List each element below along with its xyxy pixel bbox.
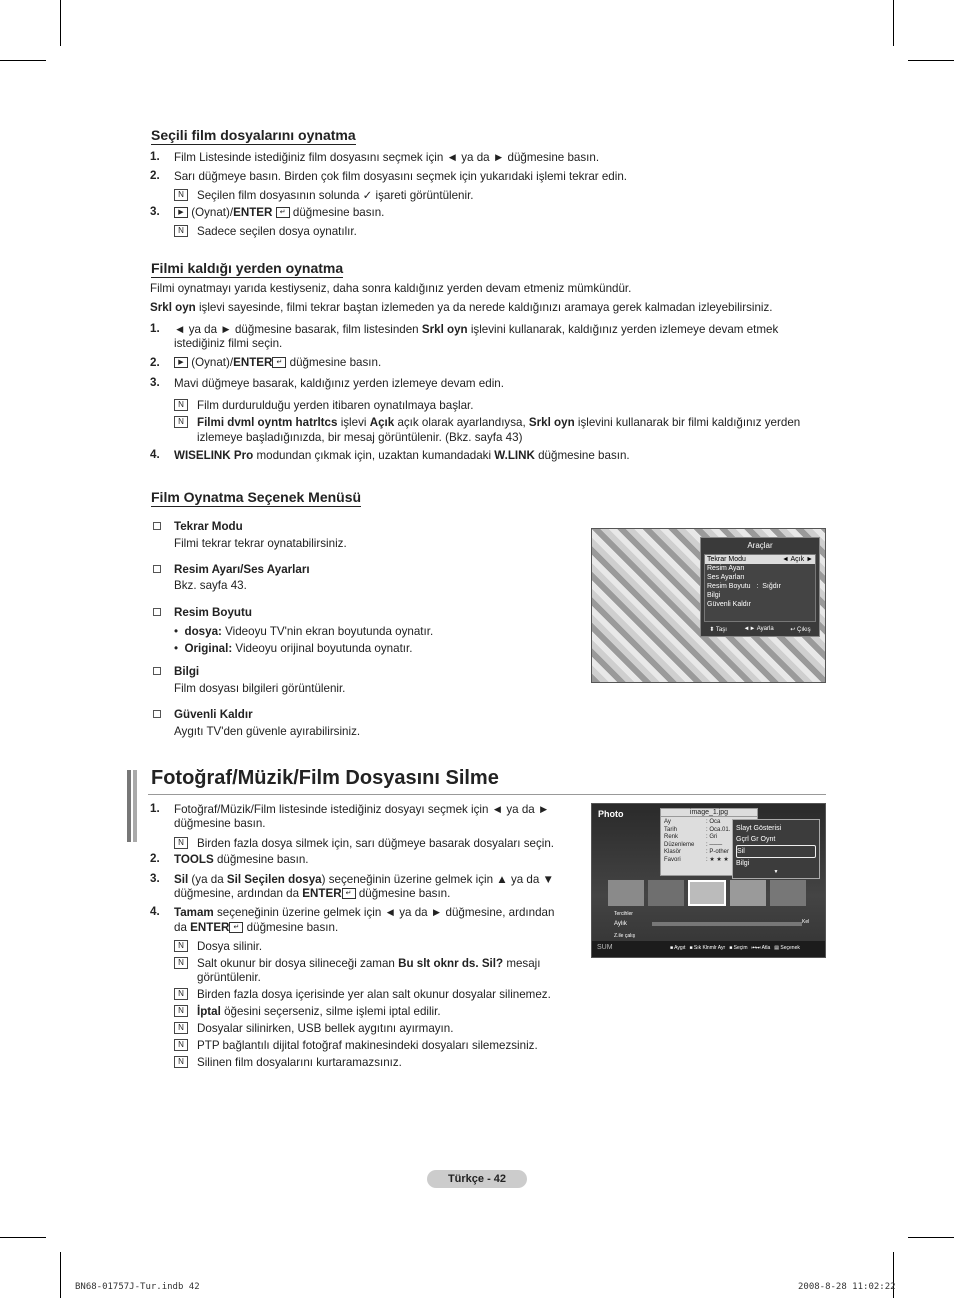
device-label: SUM: [597, 944, 613, 951]
note-part: öğesini seçerseniz, silme işlemi iptal edilir.: [224, 1005, 441, 1018]
tools-menu-item[interactable]: [705, 582, 815, 591]
photo-thumbnail[interactable]: [688, 880, 726, 906]
info-value: : Gri: [706, 834, 718, 840]
bold-term: Sil Seçilen dosya: [226, 873, 322, 886]
hint-option: ▤ Seçenek: [774, 945, 800, 951]
step-text-part: seçeneğinin üzerine gelmek için ◄ ya da ► düğmesine, ardından: [216, 906, 555, 919]
info-label: Favori: [664, 856, 681, 863]
note-text: [197, 956, 557, 971]
option-desc: Bkz. sayfa 43.: [174, 579, 247, 592]
hint-label: Taşı: [715, 627, 727, 633]
step-number: 2.: [150, 169, 160, 182]
photo-thumbnail[interactable]: [770, 880, 806, 906]
option-desc: Aygıtı TV'den güvenle ayırabilirsiniz.: [174, 725, 361, 738]
play-icon: ▶: [174, 207, 188, 218]
paragraph: [150, 300, 850, 315]
note-icon: N: [174, 1005, 188, 1017]
step-text: [174, 355, 381, 370]
step-text-part: düğmesine basın.: [358, 887, 451, 900]
hint-label: Atla: [761, 945, 771, 951]
bold-term: Srkl oyn: [150, 301, 196, 314]
bold-term: Açık: [369, 416, 395, 429]
sort-value[interactable]: Aylık: [614, 921, 627, 927]
page-number-badge: Türkçe - 42: [427, 1170, 527, 1188]
step-number: 2.: [150, 852, 160, 865]
step-text-part: (Oynat)/: [191, 206, 234, 219]
option-title: Resim Ayarı/Ses Ayarları: [174, 563, 310, 576]
crop-mark: [893, 0, 894, 46]
menu-item-value: ◄ Açık ►: [782, 556, 813, 563]
menu-value-sep: :: [756, 583, 759, 590]
bullet-icon: [153, 667, 161, 675]
bold-term: Srkl oyn: [421, 323, 468, 336]
tools-menu-item[interactable]: Ses Ayarları: [707, 574, 745, 581]
note-text: Dosyalar silinirken, USB bellek aygıtını ayırmayın.: [197, 1022, 454, 1035]
option-desc: Film dosyası bilgileri görüntülenir.: [174, 682, 346, 695]
step-text: [174, 905, 574, 920]
step-text-part: (Oynat)/: [191, 356, 234, 369]
step-text: [174, 872, 574, 887]
page-title: Fotoğraf/Müzik/Film Dosyasını Silme: [151, 767, 499, 789]
bold-term: Original:: [184, 642, 233, 655]
step-text-part: düğmesine basın.: [538, 449, 630, 462]
photo-delete-screenshot: [591, 803, 826, 958]
bold-term: İptal: [197, 1005, 221, 1018]
enter-label: ENTER: [233, 206, 273, 219]
menu-item[interactable]: Slayt Gösterisi: [736, 825, 782, 832]
enter-icon: ↵: [342, 888, 356, 899]
note-text: görüntülenir.: [197, 971, 261, 984]
timeline-end-label: Kel: [802, 919, 810, 925]
exit-hint: ↩ Çıkış: [790, 627, 811, 633]
section-title: Film Oynatma Seçenek Menüsü: [151, 489, 362, 505]
bold-term: Filmi dvml oyntm hatrltcs: [197, 416, 338, 429]
crop-mark: [0, 1237, 46, 1238]
info-value: : Oca: [706, 819, 721, 825]
note-text: Sadece seçilen dosya oynatılır.: [197, 225, 357, 238]
paragraph-text: işlevi sayesinde, filmi tekrar baştan izlemeden ya da nerede kaldığınızı aramaya gerek kalmadan izleyebilirsiniz.: [198, 301, 773, 314]
tools-menu-list: [704, 554, 816, 622]
note-text: Seçilen film dosyasının solunda ✓ işareti görüntülenir.: [197, 189, 474, 202]
adjust-hint: ◄► Ayarla: [743, 626, 774, 632]
enter-label: ENTER: [190, 921, 230, 934]
hint-label: Seçim: [733, 945, 748, 951]
section-title: Filmi kaldığı yerden oynatma: [151, 260, 344, 276]
step-text-part: düğmesine basın.: [216, 853, 309, 866]
step-text-part: (ya da: [191, 873, 224, 886]
step-text-part: düğmesine basın.: [292, 206, 385, 219]
enter-label: ENTER: [233, 356, 273, 369]
hint-label: Sık Klnmlr Ayr: [693, 945, 726, 951]
info-values: [706, 819, 730, 864]
tools-menu-item[interactable]: [705, 555, 815, 564]
step-text: [174, 322, 814, 337]
step-text: [174, 852, 309, 867]
hint-label: Seçenek: [780, 945, 800, 951]
hint-label: Çıkış: [797, 627, 811, 633]
photo-thumbnail[interactable]: [730, 880, 766, 906]
note-part: işlevi: [340, 416, 367, 429]
note-text: [197, 1004, 441, 1019]
hint-favorite: ■ Sık Klnmlr Ayr: [689, 945, 726, 951]
step-number: 1.: [150, 150, 160, 163]
bold-term: dosya:: [184, 625, 222, 638]
photo-thumbnail[interactable]: [608, 880, 644, 906]
step-text-part: düğmesine basın.: [246, 921, 339, 934]
menu-item-label: Tekrar Modu: [707, 556, 746, 563]
move-hint: ⬍ Taşı: [709, 627, 727, 633]
section-title: Seçili film dosyalarını oynatma: [151, 127, 356, 143]
step-text: Mavi düğmeye basarak, kaldığınız yerden izlemeye devam edin.: [174, 377, 504, 390]
step-number: 1.: [150, 322, 160, 335]
info-value: : ★ ★ ★: [706, 856, 729, 863]
step-text: Sarı düğmeye basın. Birden çok film dosyasını seçmek için yukarıdaki işlemi tekrar edin.: [174, 170, 627, 183]
sub-bullet: • dosya: Videoyu TV'nin ekran boyutunda oynatır.: [174, 625, 434, 638]
sort-label: Tercihler: [614, 911, 633, 917]
option-title: Tekrar Modu: [174, 520, 243, 533]
note-icon: N: [174, 1056, 188, 1068]
bullet-icon: [153, 565, 161, 573]
bold-term: Tamam: [174, 906, 214, 919]
step-number: 4.: [150, 448, 160, 461]
sub-bullet: • Original: Videoyu orijinal boyutunda oynatır.: [174, 642, 413, 655]
bullet-icon: [153, 710, 161, 718]
step-number: 1.: [150, 802, 160, 815]
note-text: PTP bağlantılı dijital fotoğraf makinesindeki dosyaları silemezsiniz.: [197, 1039, 538, 1052]
info-label: Klasör: [664, 849, 682, 855]
note-text: Film durdurulduğu yerden itibaren oynatılmaya başlar.: [197, 399, 474, 412]
play-icon: ▶: [174, 357, 188, 368]
file-name: image_1.jpg: [661, 809, 757, 817]
title-rule: [148, 794, 826, 795]
menu-value-text: Sığdır: [762, 583, 781, 590]
timeline-bar: [652, 922, 802, 926]
step-text-part: düğmesine, ardından da: [174, 887, 300, 900]
tools-menu-panel: [700, 537, 820, 637]
menu-item[interactable]: Bilgi: [736, 860, 750, 867]
note-part: işlevini kullanarak bir filmi kaldığınız yerden: [577, 416, 801, 429]
thumbnail-strip: [608, 880, 813, 906]
note-icon: N: [174, 416, 188, 428]
hint-select: ■ Seçim: [729, 945, 748, 951]
note-text: Birden fazla dosya içerisinde yer alan salt okunur dosyalar silinemez.: [197, 988, 551, 1001]
step-number: 3.: [150, 376, 160, 389]
bold-term: Sil: [174, 873, 189, 886]
hint-device: ■ Aygıt: [670, 945, 686, 951]
paragraph: Filmi oynatmayı yarıda kestiyseniz, daha sonra kaldığınız yerden devam etmeniz mümkündür.: [150, 282, 632, 295]
section-side-bar: [127, 770, 131, 842]
menu-item-label: Resim Boyutu: [707, 583, 751, 590]
info-value: : ───: [706, 841, 723, 848]
group-label: Z.ile çalış: [614, 933, 636, 939]
note-icon: N: [174, 837, 188, 849]
info-label: Düzenleme: [664, 841, 695, 848]
tools-menu-screenshot: [591, 528, 826, 683]
bold-term: Srkl oyn: [528, 416, 575, 429]
option-title: Resim Boyutu: [174, 606, 252, 619]
crop-mark: [0, 60, 46, 61]
step-text: [174, 448, 814, 463]
crop-mark: [60, 1252, 61, 1298]
crop-mark: [908, 60, 954, 61]
hint-skip: ⏮⏭ Atla: [751, 945, 771, 951]
section-side-bar: [133, 770, 137, 842]
menu-value-text: Açık: [790, 556, 805, 563]
tools-menu-item[interactable]: Güvenli Kaldır: [707, 601, 751, 608]
info-label: Ay: [664, 819, 671, 825]
tools-menu-footer: [701, 623, 819, 633]
step-text: Film Listesinde istediğiniz film dosyasını seçmek için ◄ ya da ► düğmesine basın.: [174, 151, 600, 164]
hint-label: Ayarla: [756, 626, 774, 632]
print-info-right: 2008-8-28 11:02:22: [798, 1282, 896, 1292]
options-menu: [732, 819, 820, 879]
info-value: : Oca.01.: [706, 826, 731, 833]
note-part: mesajı: [506, 957, 541, 970]
step-text-part: ◄ ya da ► düğmesine basarak, film listesinden: [174, 323, 419, 336]
step-text-part: ) seçeneğinin üzerine gelmek için ▲ ya da ▼: [321, 873, 555, 886]
enter-icon: ↵: [229, 922, 243, 933]
note-icon: N: [174, 399, 188, 411]
note-text: izlemeye başladığınızda, bir mesaj görüntülenir. (Bkz. sayfa 43): [197, 431, 523, 444]
note-icon: N: [174, 189, 188, 201]
note-icon: N: [174, 1022, 188, 1034]
bold-term: W.LINK: [494, 449, 535, 462]
step-text-part: da: [174, 921, 187, 934]
info-labels: [664, 819, 706, 864]
info-value: : P-other: [706, 849, 730, 855]
option-title: Bilgi: [174, 665, 200, 678]
menu-item-selected[interactable]: Sil: [736, 845, 816, 858]
step-text: [174, 920, 338, 935]
step-text: Fotoğraf/Müzik/Film listesinde istediğiniz dosyayı seçmek için ◄ ya da ►: [174, 803, 550, 816]
note-text: Birden fazla dosya silmek için, sarı düğmeye basarak dosyaları seçin.: [197, 837, 554, 850]
note-part: açık olarak ayarlandıysa,: [397, 416, 526, 429]
step-text-part: modundan çıkmak için, uzaktan kumandadaki: [256, 449, 492, 462]
note-icon: N: [174, 957, 188, 969]
sub-bullet-text: Videoyu orijinal boyutunda oynatır.: [235, 642, 413, 655]
note-text: Silinen film dosyalarını kurtaramazsınız.: [197, 1056, 402, 1069]
photo-header: Photo: [598, 809, 624, 819]
sub-bullet-text: Videoyu TV'nin ekran boyutunda oynatır.: [225, 625, 434, 638]
bottom-hints: [670, 945, 800, 951]
option-desc: Filmi tekrar tekrar oynatabilirsiniz.: [174, 537, 347, 550]
option-title: Güvenli Kaldır: [174, 708, 253, 721]
enter-label: ENTER: [302, 887, 342, 900]
note-part: Salt okunur bir dosya silineceği zaman: [197, 957, 395, 970]
scroll-down-icon: ▼: [773, 869, 779, 875]
step-number: 3.: [150, 872, 160, 885]
note-text: [197, 415, 817, 430]
tools-menu-item[interactable]: Resim Ayarı: [707, 565, 745, 572]
step-number: 3.: [150, 205, 160, 218]
menu-item[interactable]: Gçrl Gr Oynt: [736, 836, 776, 843]
crop-mark: [908, 1237, 954, 1238]
bullet-icon: [153, 522, 161, 530]
note-icon: N: [174, 988, 188, 1000]
bullet-icon: [153, 608, 161, 616]
enter-icon: ↵: [272, 357, 286, 368]
note-icon: N: [174, 225, 188, 237]
step-text-part: düğmesine basın.: [289, 356, 382, 369]
tools-menu-title: Araçlar: [747, 541, 773, 550]
print-info-left: BN68-01757J-Tur.indb 42: [75, 1282, 200, 1292]
photo-thumbnail[interactable]: [648, 880, 684, 906]
hint-label: Aygıt: [674, 945, 686, 951]
info-label: Renk: [664, 834, 679, 840]
enter-icon: ↵: [276, 207, 290, 218]
step-number: 2.: [150, 356, 160, 369]
step-text: düğmesine basın.: [174, 817, 266, 830]
tools-menu-item[interactable]: Bilgi: [707, 592, 721, 599]
bold-term: WISELINK Pro: [174, 449, 254, 462]
crop-mark: [60, 0, 61, 46]
step-text: [174, 886, 450, 901]
bold-term: TOOLS: [174, 853, 214, 866]
step-text: istediğiniz filmi seçin.: [174, 337, 283, 350]
note-icon: N: [174, 1039, 188, 1051]
step-text: [174, 205, 384, 220]
step-text-part: işlevini kullanarak, kaldığınız yerden izlemeye devam etmek: [470, 323, 779, 336]
info-label: Tarih: [664, 826, 678, 833]
step-number: 4.: [150, 905, 160, 918]
bold-term: Bu slt oknr ds. Sil?: [398, 957, 504, 970]
note-icon: N: [174, 940, 188, 952]
note-text: Dosya silinir.: [197, 940, 263, 953]
